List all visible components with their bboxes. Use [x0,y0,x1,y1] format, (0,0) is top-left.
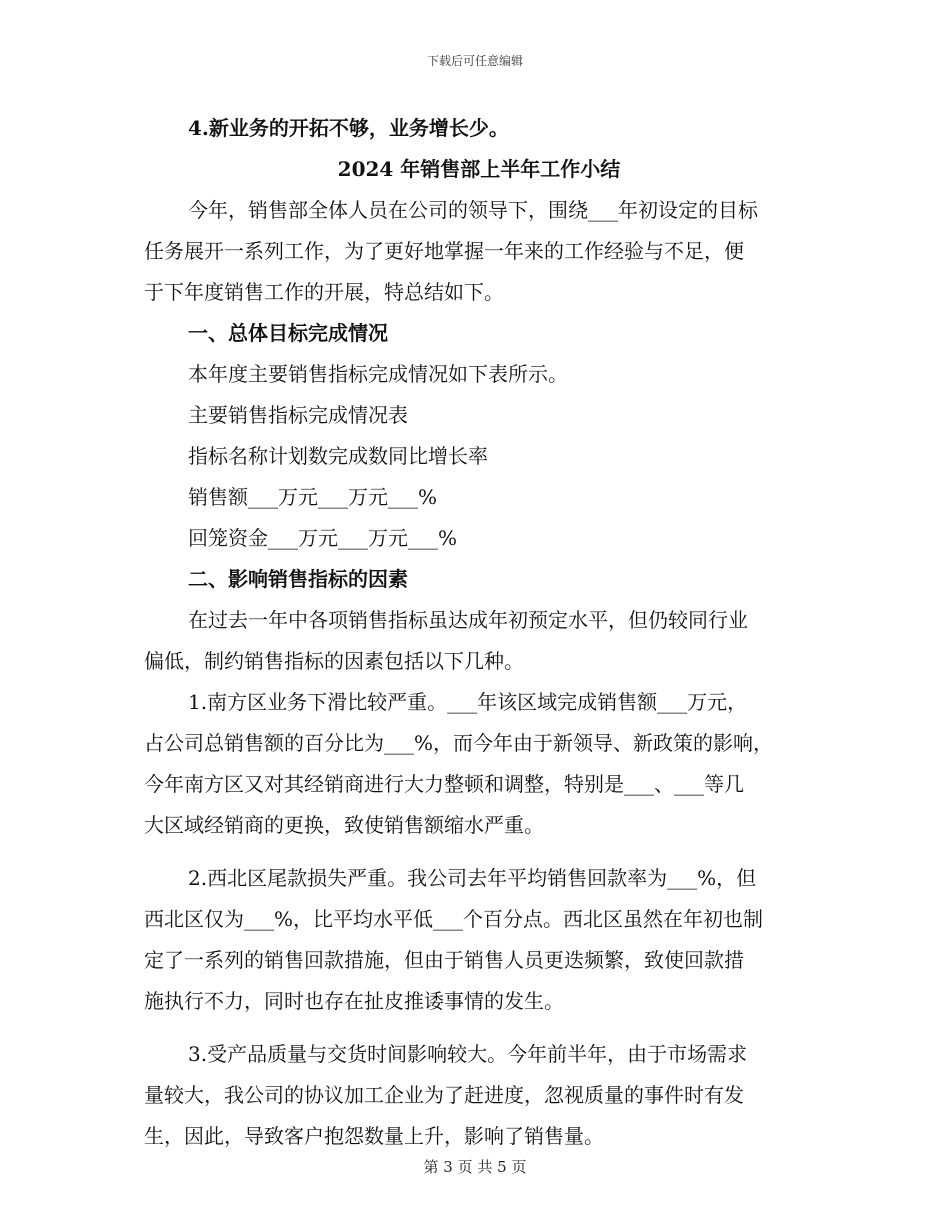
table-header: 指标名称计划数完成数同比增长率 [188,444,488,468]
factor-2-line: 施执行不力，同时也存在扯皮推诿事情的发生。 [144,989,564,1013]
factor-2-line: 西北区仅为___%，比平均水平低___个百分点。西北区虽然在年初也制 [144,907,764,931]
page-footer: 第 3 页 共 5 页 [423,1158,527,1176]
intro-line: 于下年度销售工作的开展，特总结如下。 [144,280,504,304]
factor-1-line: 大区域经销商的更换，致使销售额缩水严重。 [144,813,544,837]
section-2-line: 偏低，制约销售指标的因素包括以下几种。 [144,649,524,673]
table-row: 销售额___万元___万元___% [188,485,438,509]
factor-2-line: 定了一系列的销售回款措施，但由于销售人员更迭频繁，致使回款措 [144,948,744,972]
factor-3-line: 量较大，我公司的协议加工企业为了赶进度，忽视质量的事件时有发 [144,1083,744,1107]
factor-2-line: 2.西北区尾款损失严重。我公司去年平均销售回款率为___%，但 [188,866,757,890]
factor-1-line: 今年南方区又对其经销商进行大力整顿和调整，特别是___、___等几 [144,772,744,796]
document-title: 2024 年销售部上半年工作小结 [337,157,621,181]
factor-3-line: 3.受产品质量与交货时间影响较大。今年前半年，由于市场需求 [188,1042,748,1066]
table-title: 主要销售指标完成情况表 [188,403,408,427]
section-1-text: 本年度主要销售指标完成情况如下表所示。 [188,362,568,386]
factor-1-line: 1.南方区业务下滑比较严重。___年该区域完成销售额___万元， [188,690,748,714]
table-row: 回笼资金___万元___万元___% [188,526,458,550]
page-header: 下载后可任意编辑 [426,54,523,68]
point-4: 4.新业务的开拓不够，业务增长少。 [188,116,509,140]
section-2-heading: 二、影响销售指标的因素 [188,567,408,591]
intro-line: 任务展开一系列工作，为了更好地掌握一年来的工作经验与不足，便 [144,239,744,263]
factor-3-line: 生，因此，导致客户抱怨数量上升，影响了销售量。 [144,1124,604,1148]
section-1-heading: 一、总体目标完成情况 [188,321,388,345]
intro-line: 今年，销售部全体人员在公司的领导下，围绕___年初设定的目标 [188,198,758,222]
document-body [144,108,814,1157]
section-2-line: 在过去一年中各项销售指标虽达成年初预定水平，但仍较同行业 [188,608,748,632]
factor-1-line: 占公司总销售额的百分比为___%，而今年由于新领导、新政策的影响， [144,731,774,755]
